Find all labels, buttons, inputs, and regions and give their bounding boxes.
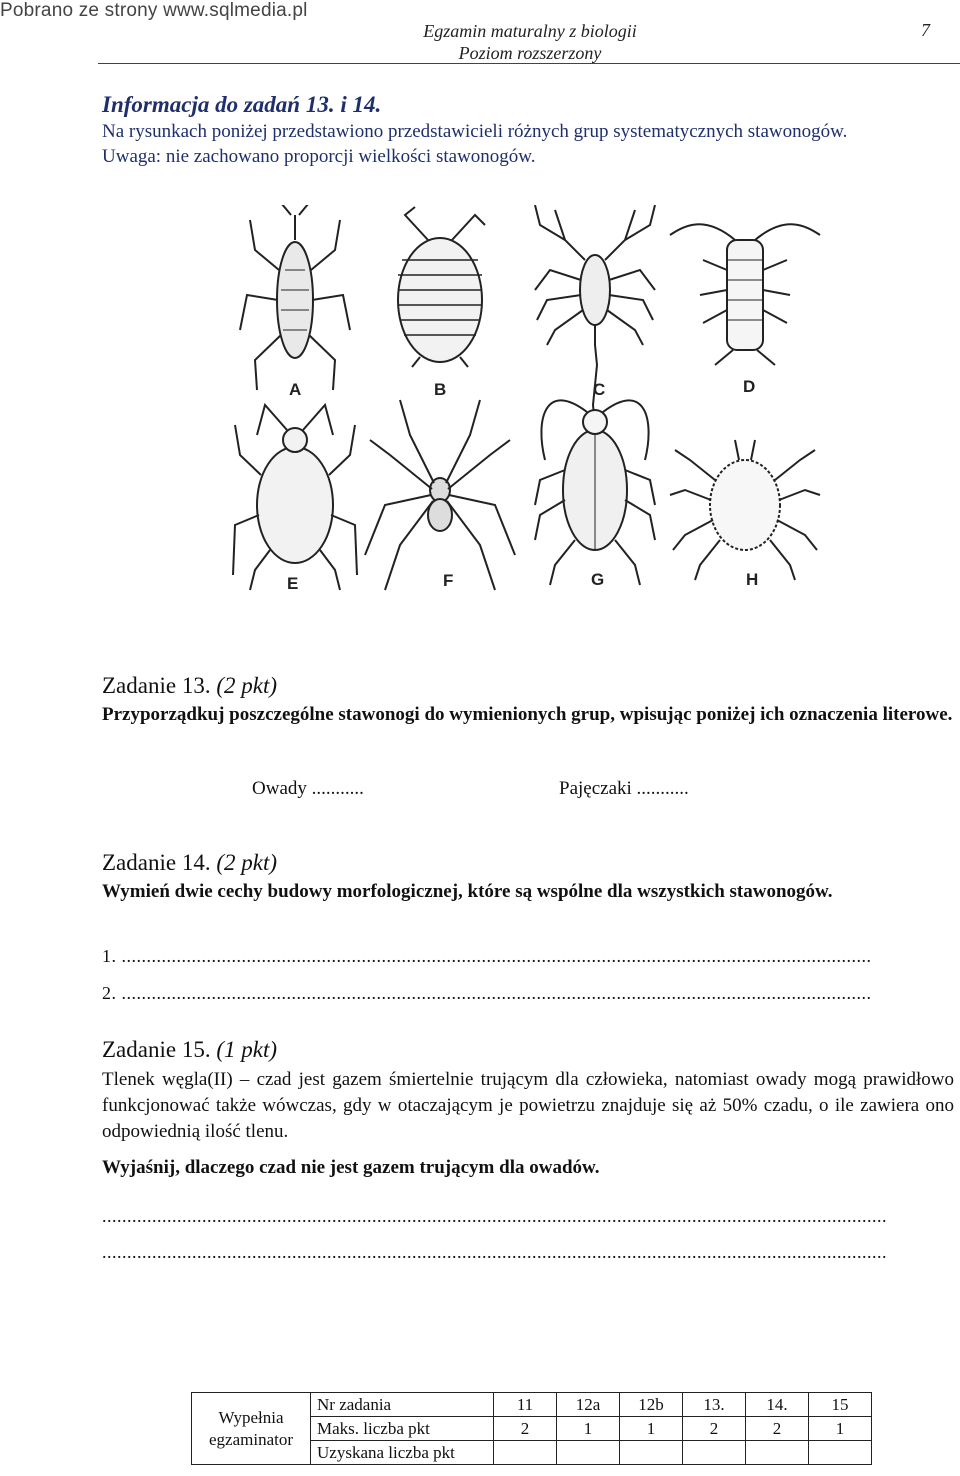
score-input-cell[interactable]: [494, 1441, 557, 1465]
task-15-heading: [102, 1037, 277, 1063]
score-input-cell[interactable]: [620, 1441, 683, 1465]
task-14-points: (2 pkt): [216, 850, 277, 875]
task-14-command: Wymień dwie cechy budowy morfologicznej, które są wspólne dla wszystkich stawonogów.: [102, 881, 833, 902]
info-text: [102, 119, 954, 169]
score-table: [191, 1392, 872, 1465]
header-rule: [98, 63, 960, 64]
score-cell: 2: [683, 1417, 746, 1441]
score-cell: 2: [494, 1417, 557, 1441]
score-input-cell[interactable]: [809, 1441, 872, 1465]
exam-title: Egzamin maturalny z biologii: [423, 21, 637, 41]
info-title: Informacja do zadań 13. i 14.: [102, 92, 382, 117]
score-row-task-numbers: [192, 1393, 872, 1417]
score-cell: 1: [809, 1417, 872, 1441]
answer-insects[interactable]: Owady ...........: [252, 778, 364, 799]
task-14-heading: [102, 850, 277, 876]
score-input-cell[interactable]: [746, 1441, 809, 1465]
score-cell: 1: [557, 1417, 620, 1441]
answer-arachnids[interactable]: Pajęczaki ...........: [559, 778, 689, 799]
woodlouse-drawing: [398, 207, 485, 367]
arthropod-figure: [225, 205, 825, 605]
weevil-drawing: [240, 205, 350, 390]
bristletail-drawing: [670, 224, 820, 365]
answer-line-1[interactable]: 1. ......................................................................................................................................................: [102, 946, 872, 966]
task-14-title: Zadanie 14.: [102, 850, 211, 875]
watermark: Pobrano ze strony www.sqlmedia.pl: [0, 0, 308, 21]
aphid-drawing: [233, 405, 357, 590]
exam-level: Poziom rozszerzony: [458, 43, 602, 63]
row-header: Uzyskana liczba pkt: [311, 1441, 494, 1465]
figure-label-e: E: [287, 574, 299, 593]
score-cell: 15: [809, 1393, 872, 1417]
figure-label-a: A: [289, 380, 302, 399]
score-input-cell[interactable]: [683, 1441, 746, 1465]
answer-line-2[interactable]: 2. ......................................................................................................................................................: [102, 983, 872, 1003]
answer-line-15-2[interactable]: .............................................................................................................................................................: [102, 1242, 887, 1262]
page-number: 7: [921, 20, 930, 40]
spider-drawing: [365, 400, 515, 590]
score-cell: 12a: [557, 1393, 620, 1417]
arthropod-drawings: [225, 205, 825, 605]
score-cell: 1: [620, 1417, 683, 1441]
task-13-points: (2 pkt): [216, 673, 277, 698]
task-15-points: (1 pkt): [216, 1037, 277, 1062]
figure-label-f: F: [443, 571, 454, 590]
info-line-2: Uwaga: nie zachowano proporcji wielkości stawonogów.: [102, 146, 536, 167]
answer-line-15-1[interactable]: .............................................................................................................................................................: [102, 1206, 887, 1226]
row-header: Nr zadania: [311, 1393, 494, 1417]
score-cell: 11: [494, 1393, 557, 1417]
score-cell: 12b: [620, 1393, 683, 1417]
task-15-text: Tlenek węgla(II) – czad jest gazem śmiertelnie trującym dla człowieka, natomiast owady mogą prawidłowo funkcjonować także wówczas, gdy w otaczającym je powietrzu znajduje się aż 50% czadu, o ile zawiera ono odpowiednią ilość tlenu.: [102, 1069, 954, 1142]
score-input-cell[interactable]: [557, 1441, 620, 1465]
score-cell: 14.: [746, 1393, 809, 1417]
row-header: Maks. liczba pkt: [311, 1417, 494, 1441]
task-15-command: Wyjaśnij, dlaczego czad nie jest gazem trującym dla owadów.: [102, 1157, 600, 1178]
cockroach-drawing: [535, 400, 655, 585]
mite-drawing: [670, 440, 820, 580]
examiner-label: Wypełnia egzaminator: [192, 1393, 311, 1465]
figure-label-d: D: [743, 377, 756, 396]
info-line-1: Na rysunkach poniżej przedstawiono przedstawicieli różnych grup systematycznych stawonogów.: [102, 121, 848, 142]
figure-label-h: H: [746, 570, 759, 589]
figure-label-b: B: [434, 380, 447, 399]
task-15-title: Zadanie 15.: [102, 1037, 211, 1062]
score-cell: 2: [746, 1417, 809, 1441]
task-13-title: Zadanie 13.: [102, 673, 211, 698]
score-cell: 13.: [683, 1393, 746, 1417]
figure-label-g: G: [591, 570, 605, 589]
task-13-heading: [102, 673, 277, 699]
exam-header: [380, 20, 680, 64]
task-13-command: Przyporządkuj poszczególne stawonogi do wymienionych grup, wpisując poniżej ich oznaczenia literowe.: [102, 704, 953, 725]
figure-label-c: C: [593, 380, 606, 399]
